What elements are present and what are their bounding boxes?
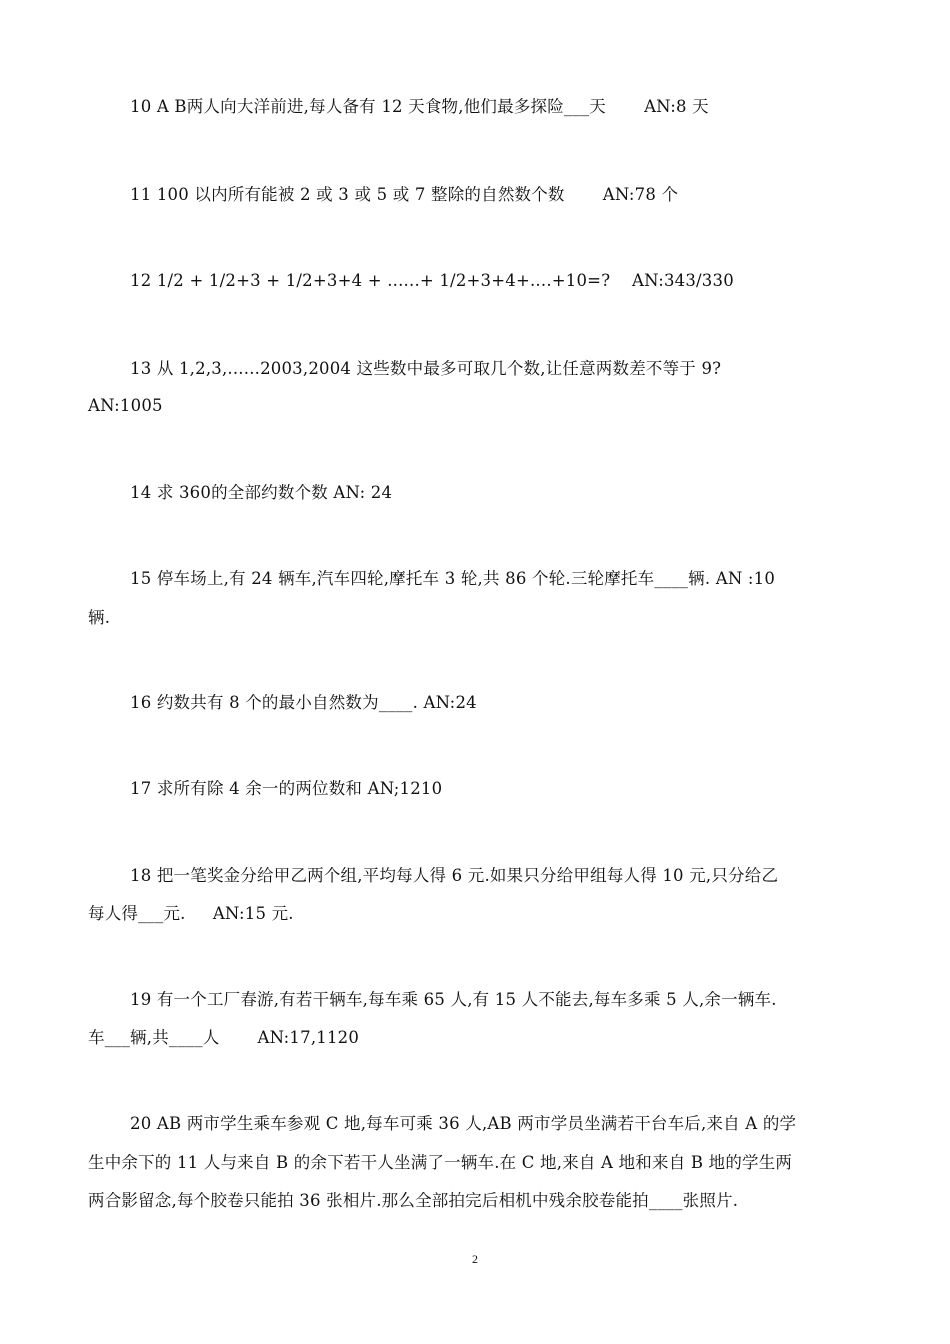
page-number: 2 xyxy=(472,1252,478,1266)
question-20: 20 AB 两市学生乘车参观 C 地,每车可乘 36 人,AB 两市学员坐满若干台车后,来自 A 的学 xyxy=(130,1114,797,1133)
question-19: 19 有一个工厂春游,有若干辆车,每车乘 65 人,有 15 人不能去,每车多乘 5 人,余一辆车. xyxy=(130,990,777,1009)
question-13: 13 从 1,2,3,......2003,2004 这些数中最多可取几个数,让任意两数差不等于 9? xyxy=(130,359,722,378)
question-12: 12 1/2 + 1/2+3 + 1/2+3+4 + ......+ 1/2+3+4+....+10=? AN:343/330 xyxy=(130,271,734,290)
question-11: 11 100 以内所有能被 2 或 3 或 5 或 7 整除的自然数个数 AN:78 个 xyxy=(130,185,679,204)
question-13-continuation: AN:1005 xyxy=(88,396,163,415)
question-16: 16 约数共有 8 个的最小自然数为____. AN:24 xyxy=(130,693,477,712)
question-20-continuation-2: 两合影留念,每个胶卷只能拍 36 张相片.那么全部拍完后相机中残余胶卷能拍____张照片. xyxy=(88,1191,739,1210)
question-18: 18 把一笔奖金分给甲乙两个组,平均每人得 6 元.如果只分给甲组每人得 10 元,只分给乙 xyxy=(130,866,779,885)
question-20-continuation-1: 生中余下的 11 人与来自 B 的余下若干人坐满了一辆车.在 C 地,来自 A 地和来自 B 地的学生两 xyxy=(88,1153,793,1172)
question-18-continuation: 每人得___元. AN:15 元. xyxy=(88,904,294,923)
question-14: 14 求 360的全部约数个数 AN: 24 xyxy=(130,483,393,502)
question-10: 10 A B两人向大洋前进,每人备有 12 天食物,他们最多探险___天 AN:8 天 xyxy=(130,97,709,116)
question-15: 15 停车场上,有 24 辆车,汽车四轮,摩托车 3 轮,共 86 个轮.三轮摩托车____辆. AN :10 xyxy=(130,569,776,588)
question-17: 17 求所有除 4 余一的两位数和 AN;1210 xyxy=(130,779,443,798)
question-15-continuation: 辆. xyxy=(88,608,111,627)
question-19-continuation: 车___辆,共____人 AN:17,1120 xyxy=(88,1028,360,1047)
